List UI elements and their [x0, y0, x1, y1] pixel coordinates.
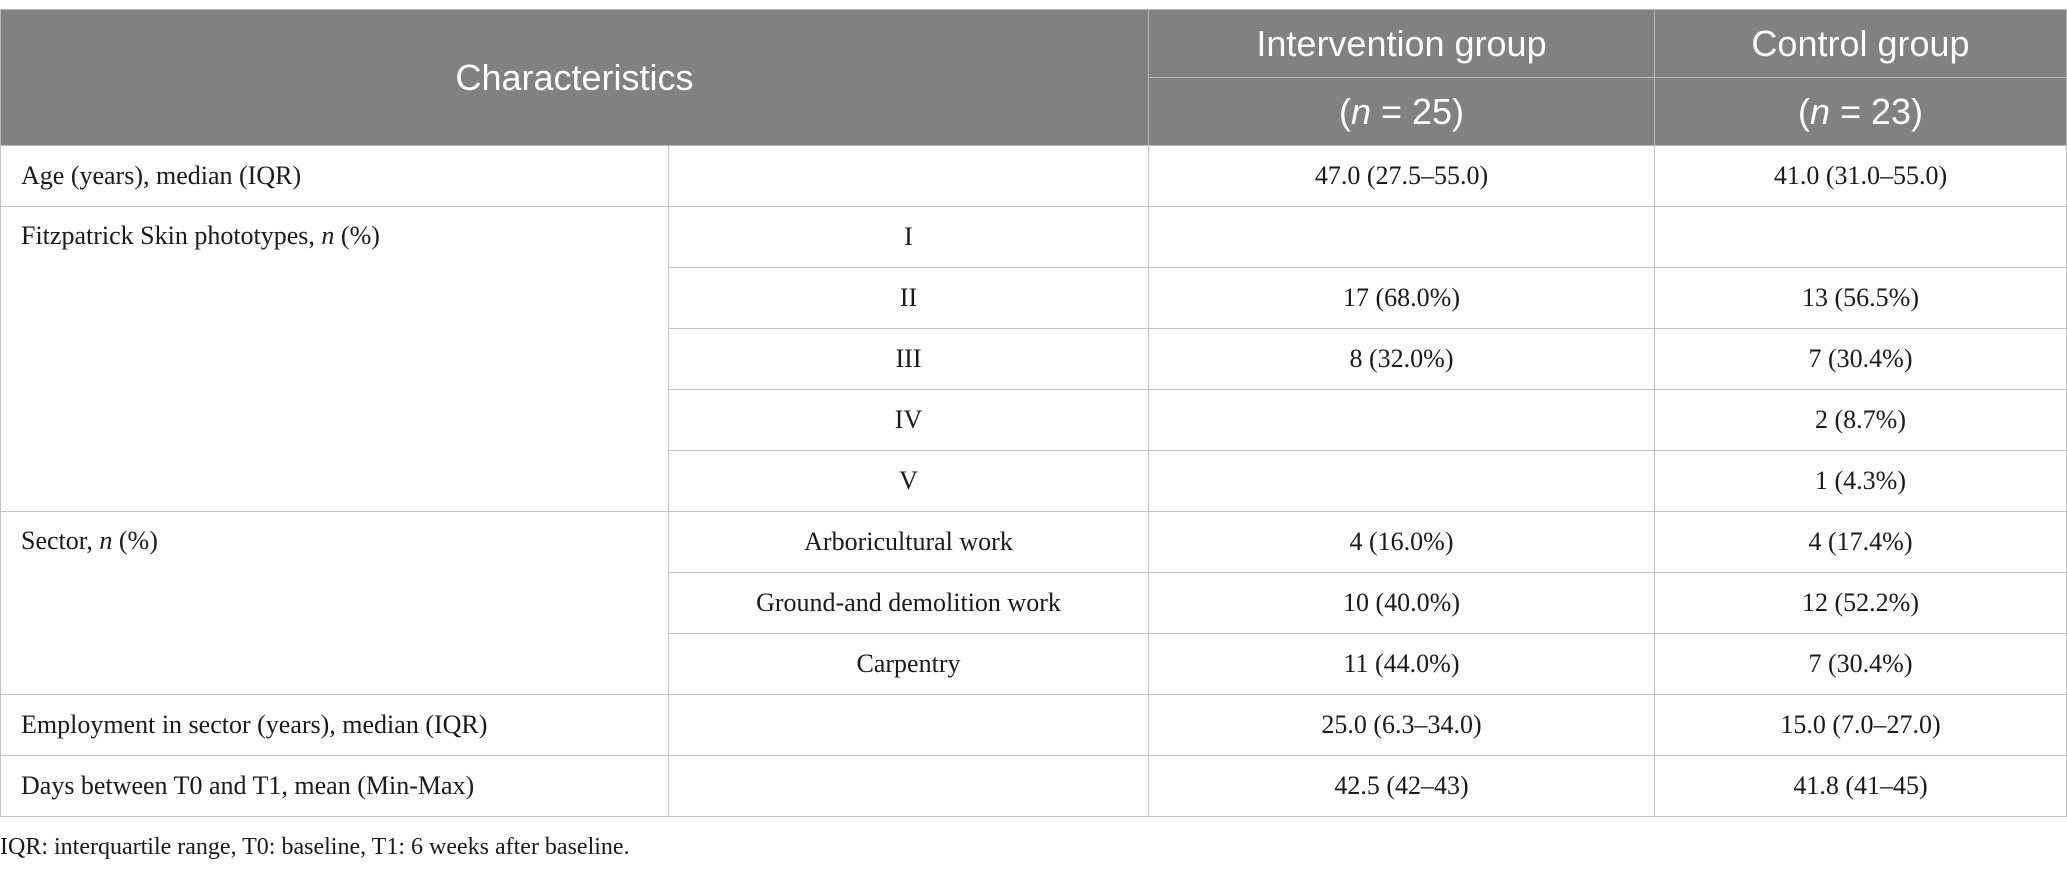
cell-intervention-employment: 25.0 (6.3–34.0) [1149, 695, 1655, 756]
table-footnote: IQR: interquartile range, T0: baseline, T1: 6 weeks after baseline. [0, 834, 630, 860]
row-label-age: Age (years), median (IQR) [1, 146, 669, 207]
n-value: = 23 [1829, 90, 1912, 132]
row-label-employment: Employment in sector (years), median (IQR) [1, 695, 669, 756]
cell-intervention-age: 47.0 (27.5–55.0) [1149, 146, 1655, 207]
table-row-fitzpatrick-i [1, 207, 2067, 268]
table-row-sector-arboricultural [1, 512, 2067, 573]
empty-cell [669, 756, 1149, 817]
cell-intervention-sector: 4 (16.0%) [1149, 512, 1655, 573]
cell-intervention-phototype: 8 (32.0%) [1149, 329, 1655, 390]
sector-label: Carpentry [669, 634, 1149, 695]
empty-cell [669, 695, 1149, 756]
cell-control-phototype: 7 (30.4%) [1655, 329, 2067, 390]
cell-control-age: 41.0 (31.0–55.0) [1655, 146, 2067, 207]
cell-intervention-sector: 10 (40.0%) [1149, 573, 1655, 634]
cell-control-phototype [1655, 207, 2067, 268]
table-row-age [1, 146, 2067, 207]
phototype-label: I [669, 207, 1149, 268]
header-intervention-n: (n = 25) [1149, 78, 1655, 146]
baseline-characteristics-table [0, 9, 2067, 817]
header-characteristics: Characteristics [1, 10, 1149, 146]
row-label-fitzpatrick: Fitzpatrick Skin phototypes, n (%) [1, 207, 669, 512]
n-variable: n [1350, 90, 1371, 132]
row-label-days: Days between T0 and T1, mean (Min-Max) [1, 756, 669, 817]
phototype-label: II [669, 268, 1149, 329]
table-row-days [1, 756, 2067, 817]
sector-label: Arboricultural work [669, 512, 1149, 573]
n-variable: n [1809, 90, 1830, 132]
cell-intervention-phototype: 17 (68.0%) [1149, 268, 1655, 329]
cell-intervention-phototype [1149, 207, 1655, 268]
cell-intervention-phototype [1149, 390, 1655, 451]
cell-intervention-phototype [1149, 451, 1655, 512]
cell-intervention-days: 42.5 (42–43) [1149, 756, 1655, 817]
cell-control-employment: 15.0 (7.0–27.0) [1655, 695, 2067, 756]
cell-control-sector: 12 (52.2%) [1655, 573, 2067, 634]
phototype-label: V [669, 451, 1149, 512]
n-value: = 25 [1370, 90, 1453, 132]
phototype-label: III [669, 329, 1149, 390]
sector-label: Ground-and demolition work [669, 573, 1149, 634]
cell-control-phototype: 2 (8.7%) [1655, 390, 2067, 451]
cell-control-phototype: 13 (56.5%) [1655, 268, 2067, 329]
cell-control-sector: 7 (30.4%) [1655, 634, 2067, 695]
cell-intervention-sector: 11 (44.0%) [1149, 634, 1655, 695]
empty-cell [669, 146, 1149, 207]
phototype-label: IV [669, 390, 1149, 451]
header-intervention-group: Intervention group [1149, 10, 1655, 78]
header-control-n: (n = 23) [1655, 78, 2067, 146]
cell-control-phototype: 1 (4.3%) [1655, 451, 2067, 512]
cell-control-sector: 4 (17.4%) [1655, 512, 2067, 573]
table-row-employment [1, 695, 2067, 756]
row-label-sector: Sector, n (%) [1, 512, 669, 695]
header-control-group: Control group [1655, 10, 2067, 78]
cell-control-days: 41.8 (41–45) [1655, 756, 2067, 817]
